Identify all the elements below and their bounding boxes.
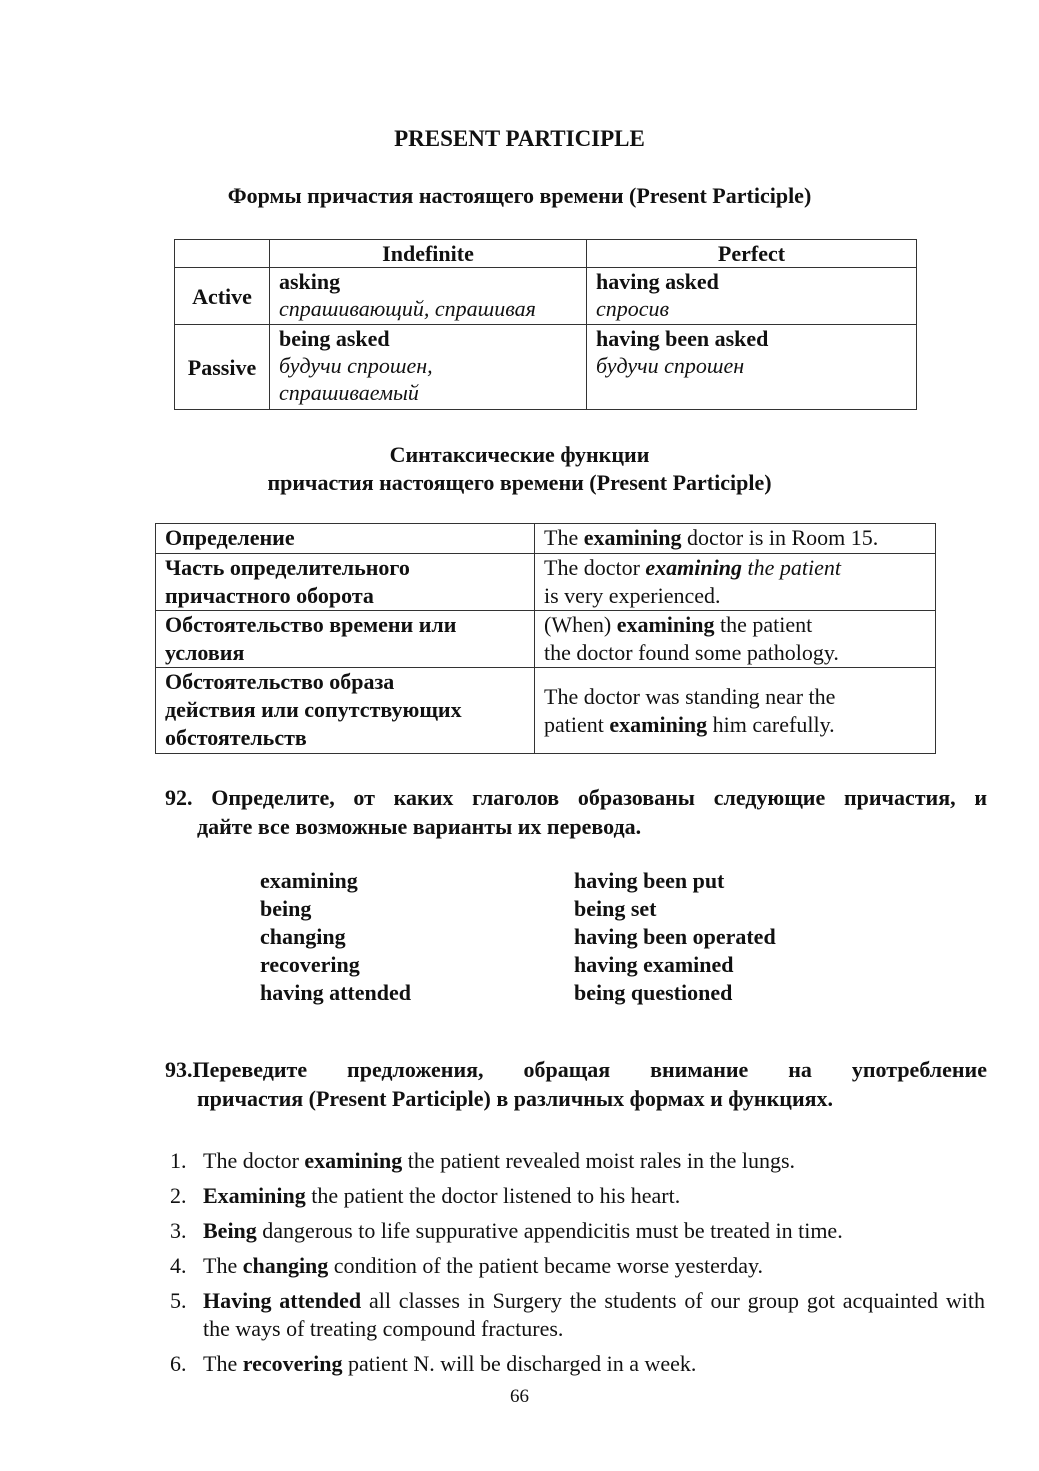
emphasized-text: examining bbox=[616, 612, 715, 637]
form-word: having been asked bbox=[596, 326, 769, 351]
table-row bbox=[156, 668, 936, 754]
text-segment: The doctor bbox=[544, 555, 646, 580]
function-label: Обстоятельство времени или условия bbox=[156, 611, 535, 668]
table-row bbox=[175, 268, 917, 325]
list-item: being set bbox=[574, 896, 657, 921]
text-segment: is very experienced. bbox=[544, 583, 721, 608]
text-segment: all classes in Surgery the students of our group got acquainted with the ways of treating compound fractures. bbox=[203, 1288, 985, 1341]
text-segment: The doctor bbox=[203, 1148, 305, 1173]
emphasized-text: Having attended bbox=[203, 1288, 362, 1313]
text-segment: the doctor found some pathology. bbox=[544, 640, 839, 665]
text-segment: condition of the patient became worse yesterday. bbox=[328, 1253, 764, 1278]
list-item: being questioned bbox=[574, 980, 733, 1005]
page-number: 66 bbox=[510, 1386, 529, 1407]
sentence-item bbox=[170, 1287, 985, 1343]
list-item: being bbox=[260, 896, 312, 921]
form-word: asking bbox=[279, 269, 341, 294]
cell-passive-indefinite bbox=[270, 325, 587, 410]
sentence-item bbox=[170, 1350, 985, 1378]
function-label: Обстоятельство образа действия или сопутствующих обстоятельств bbox=[156, 668, 535, 754]
sentence-number: 2. bbox=[170, 1183, 187, 1208]
cell-active-indefinite bbox=[270, 268, 587, 325]
table-header-row bbox=[175, 240, 917, 268]
functions-heading-line: Синтаксические функции bbox=[389, 442, 650, 467]
example-line bbox=[544, 683, 926, 711]
form-translation: будучи спрошен, bbox=[279, 353, 433, 378]
corner-cell bbox=[175, 240, 270, 268]
form-translation: спрашивающий, спрашивая bbox=[279, 296, 536, 321]
sentence-number: 5. bbox=[170, 1288, 187, 1313]
example-line bbox=[544, 711, 926, 739]
form-translation: будучи спрошен bbox=[596, 353, 745, 378]
sentence-item bbox=[170, 1252, 985, 1280]
text-segment: the patient bbox=[741, 555, 841, 580]
form-translation: спросив bbox=[596, 296, 670, 321]
list-item: having examined bbox=[574, 952, 734, 977]
participle-list-left bbox=[260, 867, 411, 1007]
function-example bbox=[535, 524, 936, 554]
list-item: recovering bbox=[260, 952, 360, 977]
sentence-item bbox=[170, 1147, 985, 1175]
form-word: having asked bbox=[596, 269, 719, 294]
sentence-number: 1. bbox=[170, 1148, 187, 1173]
emphasized-text: recovering bbox=[242, 1351, 343, 1376]
task-text: причастия (Present Participle) в различных формах и функциях. bbox=[197, 1086, 834, 1111]
sentence-text bbox=[170, 1217, 985, 1245]
text-segment: dangerous to life suppurative appendicitis must be treated in time. bbox=[256, 1218, 843, 1243]
emphasized-text: examining bbox=[583, 525, 682, 550]
text-segment: The bbox=[203, 1253, 243, 1278]
sentence-number: 3. bbox=[170, 1218, 187, 1243]
sentence-number: 4. bbox=[170, 1253, 187, 1278]
sentence-item bbox=[170, 1182, 985, 1210]
function-label: Часть определительного причастного оборота bbox=[156, 554, 535, 611]
emphasized-text: changing bbox=[242, 1253, 329, 1278]
form-translation: спрашиваемый bbox=[279, 380, 419, 405]
text-segment: patient N. will be discharged in a week. bbox=[342, 1351, 697, 1376]
emphasized-text: examining bbox=[609, 711, 708, 737]
sentence-text bbox=[170, 1350, 985, 1378]
list-item: examining bbox=[260, 868, 358, 893]
emphasized-text: examining bbox=[304, 1148, 403, 1173]
sentence-number: 6. bbox=[170, 1351, 187, 1376]
functions-heading-line: причастия настоящего времени (Present Participle) bbox=[267, 470, 772, 495]
emphasized-text: Examining bbox=[203, 1183, 306, 1208]
header-indefinite: Indefinite bbox=[270, 240, 587, 268]
page-title: PRESENT PARTICIPLE bbox=[394, 126, 645, 151]
syntactic-functions-table bbox=[155, 523, 936, 754]
function-example bbox=[535, 611, 936, 668]
functions-heading bbox=[0, 441, 1039, 497]
task-number: 92. bbox=[165, 785, 193, 810]
list-item: having been put bbox=[574, 868, 725, 893]
row-label-passive: Passive bbox=[175, 325, 270, 410]
text-segment: The bbox=[544, 525, 584, 550]
table-row bbox=[156, 554, 936, 611]
forms-heading: Формы причастия настоящего времени (Present Participle) bbox=[227, 183, 812, 208]
sentence-text bbox=[170, 1182, 985, 1210]
example-line bbox=[544, 524, 926, 552]
sentence-text bbox=[170, 1147, 985, 1175]
sentence-text bbox=[170, 1287, 985, 1343]
text-segment: patient bbox=[544, 711, 610, 737]
list-item: having attended bbox=[260, 980, 411, 1005]
emphasized-text: Being bbox=[203, 1218, 257, 1243]
cell-passive-perfect bbox=[587, 325, 917, 410]
list-item: changing bbox=[260, 924, 346, 949]
text-segment: the patient bbox=[714, 612, 813, 637]
task-number: 93. bbox=[165, 1057, 193, 1082]
task-text: Определите, от каких глаголов образованы следующие причастия, и bbox=[211, 785, 988, 810]
task-text: дайте все возможные варианты их перевода. bbox=[197, 814, 642, 839]
function-example bbox=[535, 554, 936, 611]
list-item: having been operated bbox=[574, 924, 776, 949]
task-text: Переведите предложения, обращая внимание на употребление bbox=[192, 1057, 987, 1082]
text-segment: him carefully. bbox=[707, 711, 835, 737]
text-segment: the patient revealed moist rales in the lungs. bbox=[402, 1148, 796, 1173]
table-row bbox=[175, 325, 917, 410]
sentence-text bbox=[170, 1252, 985, 1280]
participle-forms-table bbox=[174, 239, 917, 410]
participle-list-right bbox=[574, 867, 776, 1007]
example-line bbox=[544, 639, 926, 667]
emphasized-text: examining bbox=[645, 555, 742, 580]
row-label-active: Active bbox=[175, 268, 270, 325]
function-label: Определение bbox=[156, 524, 535, 554]
table-row bbox=[156, 524, 936, 554]
table-row bbox=[156, 611, 936, 668]
sentence-item bbox=[170, 1217, 985, 1245]
text-segment: (When) bbox=[544, 612, 617, 637]
text-segment: The bbox=[203, 1351, 243, 1376]
form-word: being asked bbox=[279, 326, 390, 351]
example-line bbox=[544, 582, 926, 610]
function-example bbox=[535, 668, 936, 754]
example-line bbox=[544, 554, 926, 582]
text-segment: The doctor was standing near the bbox=[544, 683, 836, 709]
task-93-instruction bbox=[165, 1055, 987, 1113]
text-segment: doctor is in Room 15. bbox=[681, 525, 879, 550]
cell-active-perfect bbox=[587, 268, 917, 325]
example-line bbox=[544, 611, 926, 639]
text-segment: the patient the doctor listened to his heart. bbox=[305, 1183, 681, 1208]
task-92-instruction bbox=[165, 783, 987, 841]
header-perfect: Perfect bbox=[587, 240, 917, 268]
